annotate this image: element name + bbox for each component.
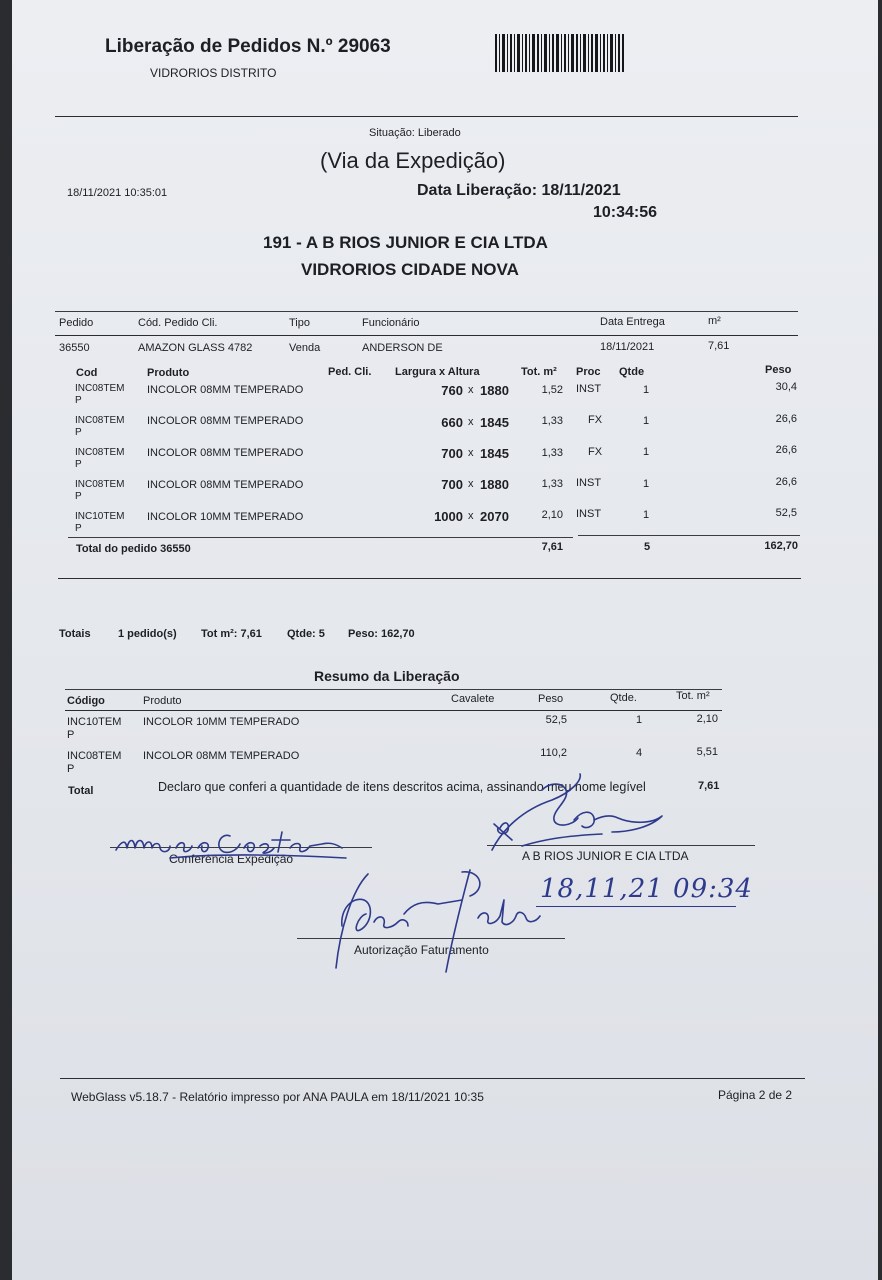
item-x: x — [468, 416, 474, 428]
via-label: (Via da Expedição) — [320, 148, 506, 173]
items-col-ped-cli: Ped. Cli. — [328, 366, 372, 378]
handwritten-signature-company — [482, 770, 682, 865]
item-largura: 660 — [441, 415, 463, 430]
col-tipo: Tipo — [289, 317, 310, 329]
item-cod: INC08TEM — [75, 415, 125, 426]
item-cod-suffix: P — [75, 427, 82, 438]
item-altura: 1845 — [480, 415, 509, 430]
item-x: x — [468, 510, 474, 522]
order-header-rule — [55, 335, 798, 336]
resumo-col-qtde: Qtde. — [610, 692, 637, 704]
item-altura: 1845 — [480, 446, 509, 461]
totals-m2: Tot m²: 7,61 — [201, 628, 262, 640]
footer-rule — [60, 1078, 805, 1079]
item-produto: INCOLOR 08MM TEMPERADO — [147, 384, 304, 396]
resumo-codigo: INC08TEM — [67, 750, 122, 762]
resumo-total-value: 7,61 — [698, 780, 720, 792]
col-data-entrega: Data Entrega — [600, 316, 665, 328]
col-funcionario: Funcionário — [362, 317, 420, 329]
resumo-codigo: INC10TEM — [67, 716, 122, 728]
items-col-peso: Peso — [765, 364, 792, 376]
items-col-larg-alt: Largura x Altura — [395, 366, 480, 378]
resumo-codigo-suffix: P — [67, 729, 75, 741]
val-data-entrega: 18/11/2021 — [600, 341, 655, 353]
item-peso: 26,6 — [775, 476, 797, 488]
item-tot: 1,33 — [541, 415, 563, 427]
print-datetime: 18/11/2021 10:35:01 — [67, 187, 168, 199]
client-store: VIDRORIOS CIDADE NOVA — [301, 260, 519, 279]
resumo-codigo-suffix: P — [67, 763, 75, 775]
val-m2: 7,61 — [708, 340, 730, 352]
resumo-col-produto: Produto — [143, 695, 182, 707]
item-qtde: 1 — [643, 415, 650, 427]
totals-peso: Peso: 162,70 — [348, 628, 415, 640]
declaration-text: Declaro que conferi a quantidade de itens descritos acima, assinando meu nome legível — [158, 780, 646, 794]
item-peso: 52,5 — [775, 507, 797, 519]
autorizacao-label: Autorização Faturamento — [354, 943, 489, 957]
resumo-tot: 2,10 — [696, 713, 718, 725]
resumo-qtde: 1 — [636, 714, 643, 726]
item-peso: 26,6 — [775, 444, 797, 456]
items-col-qtde: Qtde — [619, 366, 645, 378]
resumo-col-codigo: Código — [67, 695, 105, 707]
item-tot: 1,33 — [541, 478, 563, 490]
item-cod-suffix: P — [75, 459, 82, 470]
resumo-col-tot: Tot. m² — [676, 690, 710, 702]
item-peso: 26,6 — [775, 413, 797, 425]
item-altura: 1880 — [480, 477, 509, 492]
item-produto: INCOLOR 10MM TEMPERADO — [147, 511, 304, 523]
items-col-proc: Proc — [576, 366, 601, 378]
company-name: VIDRORIOS DISTRITO — [150, 66, 277, 80]
resumo-peso: 110,2 — [540, 747, 567, 759]
subtotal-rule-right — [578, 535, 800, 536]
resumo-col-peso: Peso — [538, 693, 564, 705]
item-produto: INCOLOR 08MM TEMPERADO — [147, 415, 304, 427]
resumo-produto: INCOLOR 08MM TEMPERADO — [143, 750, 300, 762]
order-top-rule — [55, 311, 798, 312]
situacao-label: Situação: Liberado — [369, 127, 461, 139]
item-produto: INCOLOR 08MM TEMPERADO — [147, 479, 304, 491]
item-altura: 1880 — [480, 383, 509, 398]
item-cod: INC08TEM — [75, 447, 125, 458]
val-cod-cli: AMAZON GLASS 4782 — [138, 342, 253, 354]
document-title: Liberação de Pedidos N.º 29063 — [105, 36, 391, 57]
resumo-peso: 52,5 — [545, 714, 567, 726]
item-cod-suffix: P — [75, 523, 82, 534]
document-page — [12, 0, 878, 1280]
order-total-label: Total do pedido 36550 — [76, 543, 191, 555]
item-proc: INST — [576, 477, 602, 489]
resumo-title: Resumo da Liberação — [314, 668, 460, 684]
item-qtde: 1 — [643, 478, 650, 490]
items-col-tot: Tot. m² — [521, 366, 557, 378]
subtotal-rule-left — [68, 537, 573, 538]
handwritten-date: 18,11,21 09:34 — [540, 874, 753, 904]
col-m2: m² — [708, 315, 721, 327]
val-pedido: 36550 — [59, 342, 90, 354]
order-total-m2: 7,61 — [541, 541, 563, 553]
item-cod: INC08TEM — [75, 383, 125, 394]
item-cod: INC08TEM — [75, 479, 125, 490]
handwritten-signature-autorizacao — [312, 860, 572, 975]
val-funcionario: ANDERSON DE — [362, 342, 443, 354]
item-largura: 700 — [441, 446, 463, 461]
item-tot: 1,52 — [541, 384, 563, 396]
footer-page: Página 2 de 2 — [718, 1088, 793, 1102]
totals-qtde: Qtde: 5 — [287, 628, 325, 640]
item-produto: INCOLOR 08MM TEMPERADO — [147, 447, 304, 459]
items-col-produto: Produto — [147, 367, 190, 379]
resumo-col-cavalete: Cavalete — [451, 693, 495, 705]
col-cod-cli: Cód. Pedido Cli. — [138, 317, 218, 329]
item-proc: INST — [576, 383, 602, 395]
item-cod-suffix: P — [75, 491, 82, 502]
item-largura: 700 — [441, 477, 463, 492]
company-sign-label: A B RIOS JUNIOR E CIA LTDA — [522, 849, 689, 863]
resumo-top-rule — [65, 689, 722, 690]
resumo-produto: INCOLOR 10MM TEMPERADO — [143, 716, 300, 728]
item-x: x — [468, 478, 474, 490]
footer-left: WebGlass v5.18.7 - Relatório impresso por ANA PAULA em 18/11/2021 10:35 — [71, 1090, 484, 1104]
item-peso: 30,4 — [775, 381, 797, 393]
barcode-icon — [495, 34, 625, 72]
item-proc: FX — [588, 414, 603, 426]
item-altura: 2070 — [480, 509, 509, 524]
data-liberacao: Data Liberação: 18/11/2021 — [417, 182, 621, 199]
item-proc: INST — [576, 508, 602, 520]
col-pedido: Pedido — [59, 317, 94, 329]
item-largura: 760 — [441, 383, 463, 398]
order-total-qtde: 5 — [644, 541, 651, 553]
resumo-tot: 5,51 — [696, 746, 718, 758]
header-divider — [55, 116, 798, 117]
item-cod-suffix: P — [75, 395, 82, 406]
val-tipo: Venda — [289, 342, 321, 354]
resumo-total-label: Total — [68, 785, 94, 797]
totals-pedidos: 1 pedido(s) — [118, 628, 177, 640]
section-divider — [58, 578, 801, 579]
item-qtde: 1 — [643, 384, 650, 396]
item-tot: 1,33 — [541, 447, 563, 459]
item-qtde: 1 — [643, 446, 650, 458]
item-x: x — [468, 447, 474, 459]
resumo-qtde: 4 — [636, 747, 643, 759]
item-cod: INC10TEM — [75, 511, 125, 522]
order-total-peso: 162,70 — [764, 540, 798, 552]
handwritten-signature-conferencia — [110, 818, 350, 866]
client-name: 191 - A B RIOS JUNIOR E CIA LTDA — [263, 233, 548, 252]
item-tot: 2,10 — [541, 509, 563, 521]
item-proc: FX — [588, 446, 603, 458]
items-col-cod: Cod — [76, 367, 98, 379]
item-x: x — [468, 384, 474, 396]
totals-label: Totais — [59, 628, 91, 640]
item-largura: 1000 — [434, 509, 463, 524]
conferencia-label: Conferência Expedição — [169, 852, 294, 866]
data-liberacao-time: 10:34:56 — [593, 204, 658, 221]
resumo-header-rule — [65, 710, 722, 711]
item-qtde: 1 — [643, 509, 650, 521]
